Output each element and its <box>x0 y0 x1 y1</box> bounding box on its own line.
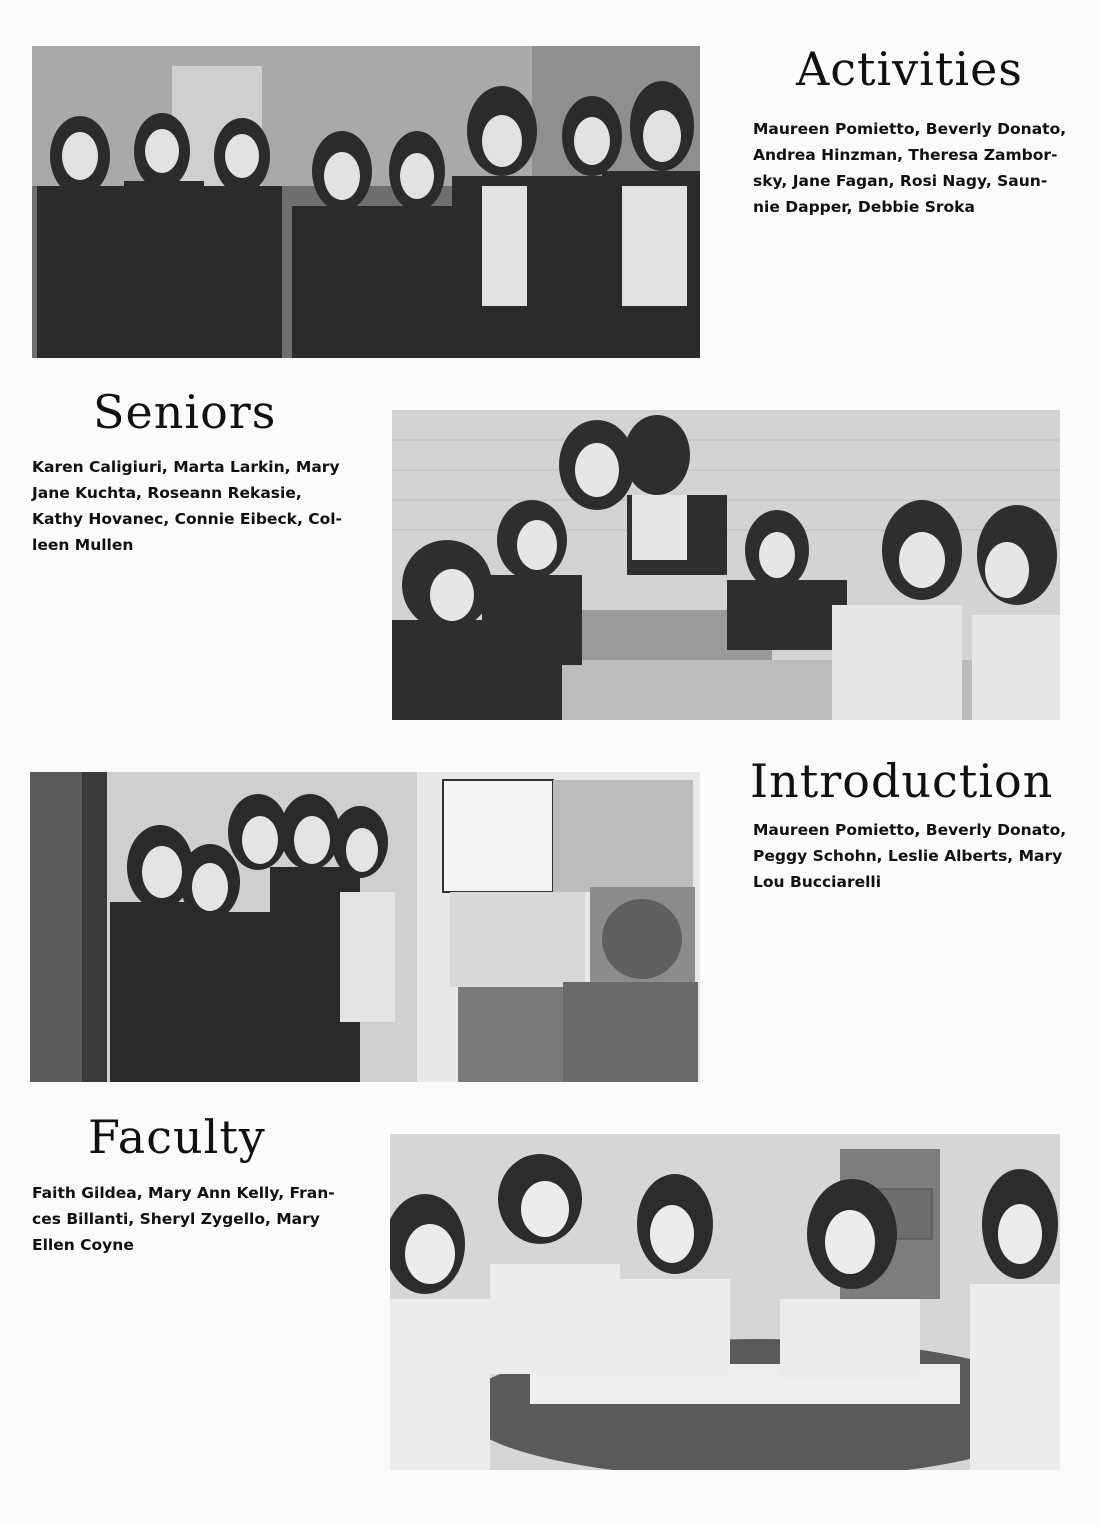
caption-line: Kathy Hovanec, Connie Eibeck, Col- <box>32 510 342 528</box>
introduction-photo <box>30 772 700 1082</box>
activities-caption <box>753 116 1066 220</box>
caption-line: Andrea Hinzman, Theresa Zambor- <box>753 146 1058 164</box>
faculty-caption <box>32 1180 335 1258</box>
introduction-caption <box>753 817 1066 895</box>
caption-line: ces Billanti, Sheryl Zygello, Mary <box>32 1210 320 1228</box>
faculty-photo <box>390 1134 1060 1470</box>
caption-line: Jane Kuchta, Roseann Rekasie, <box>32 484 302 502</box>
caption-line: Karen Caligiuri, Marta Larkin, Mary <box>32 458 340 476</box>
caption-line: nie Dapper, Debbie Sroka <box>753 198 975 216</box>
caption-line: sky, Jane Fagan, Rosi Nagy, Saun- <box>753 172 1048 190</box>
seniors-photo <box>392 410 1060 720</box>
caption-line: Maureen Pomietto, Beverly Donato, <box>753 120 1067 138</box>
activities-heading: Activities <box>796 42 1023 96</box>
caption-line: leen Mullen <box>32 536 134 554</box>
faculty-heading: Faculty <box>88 1110 266 1164</box>
activities-photo <box>32 46 700 358</box>
seniors-heading: Seniors <box>93 385 277 439</box>
caption-line: Faith Gildea, Mary Ann Kelly, Fran- <box>32 1184 335 1202</box>
caption-line: Ellen Coyne <box>32 1236 134 1254</box>
seniors-caption <box>32 454 342 558</box>
caption-line: Lou Bucciarelli <box>753 873 882 891</box>
caption-line: Maureen Pomietto, Beverly Donato, <box>753 821 1067 839</box>
caption-line: Peggy Schohn, Leslie Alberts, Mary <box>753 847 1063 865</box>
introduction-heading: Introduction <box>750 754 1054 808</box>
